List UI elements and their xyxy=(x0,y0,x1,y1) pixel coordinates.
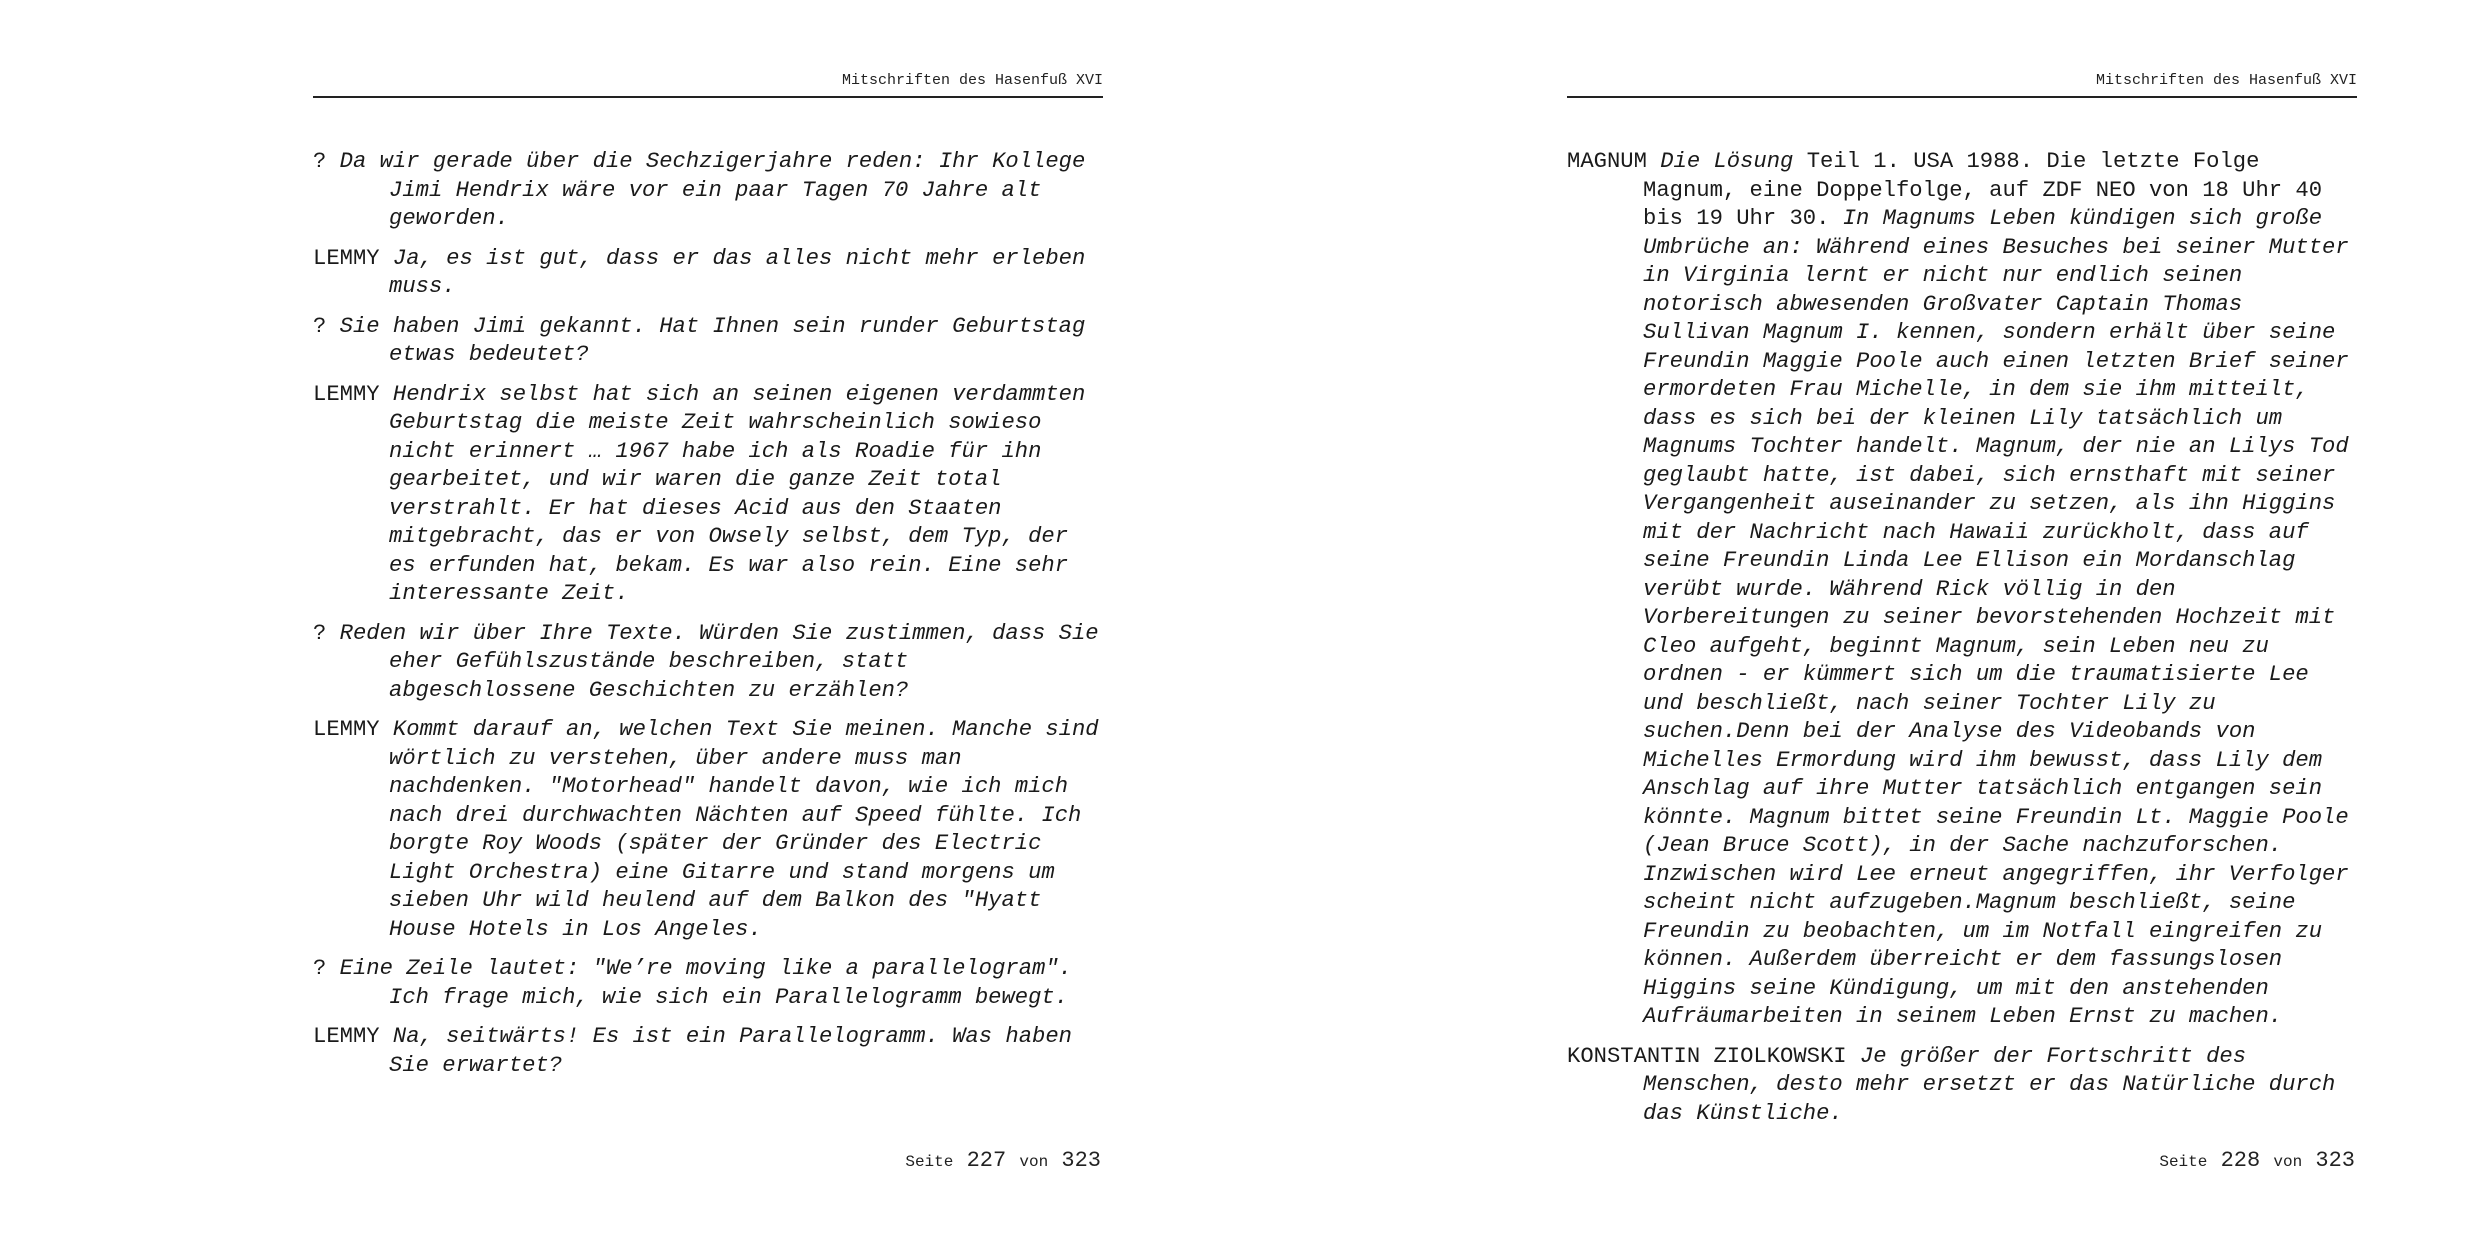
left-page-content xyxy=(313,148,1103,1091)
speaker-label: LEMMY xyxy=(313,245,380,271)
speaker-label: KONSTANTIN ZIOLKOWSKI xyxy=(1567,1043,1847,1069)
left-page xyxy=(313,0,1103,1240)
page-footer xyxy=(905,1148,1101,1173)
episode-synopsis: In Magnums Leben kündigen sich große Umbrüche an: Während eines Besuches bei seiner Mutter in Virginia lernt er nicht nur endlich seinen notorisch abwesenden Großvater Captain Thomas Sullivan Magnum I. kennen, sondern erhält über seine Freundin Maggie Poole auch einen letzten Brief seiner ermordeten Frau Michelle, in dem sie ihm mitteilt, dass es sich bei der kleinen Lily tatsächlich um Magnums Tochter handelt. Magnum, der nie an Lilys Tod geglaubt hatte, ist dabei, sich ernsthaft mit seiner Vergangenheit auseinander zu setzen, als ihn Higgins mit der Nachricht nach Hawaii zurückholt, dass auf seine Freundin Linda Lee Ellison ein Mordanschlag verübt wurde. Während Rick völlig in den Vorbereitungen zu seiner bevorstehenden Hochzeit mit Cleo aufgeht, beginnt Magnum, sein Leben neu zu ordnen - er kümmert sich um die traumatisierte Lee und beschließt, nach seiner Tochter Lily zu suchen.Denn bei der Analyse des Videobands von Michelles Ermordung wird ihm bewusst, dass Lily dem Anschlag auf ihre Mutter tatsächlich entgangen sein könnte. Magnum bittet seine Freundin Lt. Maggie Poole (Jean Bruce Scott), in der Sache nachzuforschen. Inzwischen wird Lee erneut angegriffen, ihr Verfolger scheint nicht aufzugeben.Magnum beschließt, seine Freundin zu beobachten, um im Notfall eingreifen zu können. Außerdem überreicht er dem fassungslosen Higgins seine Kündigung, um mit den anstehenden Aufräumarbeiten in seinem Leben Ernst zu machen. xyxy=(1643,206,2349,1029)
speaker-label: LEMMY xyxy=(313,381,380,407)
right-page xyxy=(1567,0,2357,1240)
page-total: 323 xyxy=(1061,1148,1101,1173)
dialogue-entry xyxy=(313,381,1103,609)
dialogue-text: Hendrix selbst hat sich an seinen eigenen verdammten Geburtstag die meiste Zeit wahrscheinlich sowieso nicht erinnert … 1967 habe ich als Roadie für ihn gearbeitet, und wir waren die ganze Zeit total verstrahlt. Er hat dieses Acid aus den Staaten mitgebracht, das er von Owsely selbst, dem Typ, der es erfunden hat, bekam. Es war also rein. Eine sehr interessante Zeit. xyxy=(389,381,1086,606)
speaker-label: ? xyxy=(313,620,327,646)
speaker-label: MAGNUM xyxy=(1567,149,1647,174)
dialogue-text: Na, seitwärts! Es ist ein Parallelogramm. Was haben Sie erwartet? xyxy=(389,1024,1072,1078)
dialogue-text: Sie haben Jimi gekannt. Hat Ihnen sein runder Geburtstag etwas bedeutet? xyxy=(339,313,1086,367)
speaker-label: LEMMY xyxy=(313,1024,380,1049)
dialogue-text: Eine Zeile lautet: "We’re moving like a parallelogram". Ich frage mich, wie sich ein Parallelogramm bewegt. xyxy=(339,956,1072,1010)
quote-entry xyxy=(1567,1043,2357,1129)
page-label: Seite xyxy=(905,1153,954,1171)
dialogue-entry xyxy=(313,620,1103,706)
dialogue-entry xyxy=(313,955,1103,1012)
page-total: 323 xyxy=(2315,1148,2355,1173)
speaker-label: ? xyxy=(313,313,327,339)
dialogue-entry xyxy=(313,1023,1103,1080)
dialogue-entry xyxy=(313,245,1103,302)
episode-info: Teil 1. USA 1988. Die letzte Folge Magnum, eine Doppelfolge, auf ZDF NEO von 18 Uhr 40 bis 19 Uhr 30. xyxy=(1643,149,2323,231)
dialogue-entry xyxy=(313,148,1103,234)
dialogue-text: Reden wir über Ihre Texte. Würden Sie zustimmen, dass Sie eher Gefühlszustände beschreiben, statt abgeschlossene Geschichten zu erzählen? xyxy=(339,620,1099,703)
dialogue-text: Kommt darauf an, welchen Text Sie meinen. Manche sind wörtlich zu verstehen, über andere muss man nachdenken. "Motorhead" handelt davon, wie ich mich nach drei durchwachten Nächten auf Speed fühlte. Ich borgte Roy Woods (später der Gründer des Electric Light Orchestra) eine Gitarre und stand morgens um sieben Uhr wild heulend auf dem Balkon des "Hyatt House Hotels in Los Angeles. xyxy=(389,717,1099,942)
page-number: 228 xyxy=(2220,1148,2261,1173)
page-number: 227 xyxy=(966,1148,1007,1173)
header-rule xyxy=(1567,96,2357,98)
running-header: Mitschriften des Hasenfuß XVI xyxy=(841,72,1103,89)
speaker-label: ? xyxy=(313,956,327,981)
header-rule xyxy=(313,96,1103,98)
page-label: Seite xyxy=(2159,1153,2208,1171)
page-footer xyxy=(2159,1148,2355,1173)
speaker-label: LEMMY xyxy=(313,717,380,742)
magnum-entry xyxy=(1567,148,2357,1032)
speaker-label: ? xyxy=(313,149,327,174)
dialogue-text: Ja, es ist gut, dass er das alles nicht mehr erleben muss. xyxy=(389,245,1086,299)
dialogue-entry xyxy=(313,313,1103,370)
running-header: Mitschriften des Hasenfuß XVI xyxy=(2095,72,2357,89)
episode-title: Die Lösung xyxy=(1660,149,1794,174)
page-of-label: von xyxy=(1019,1153,1049,1171)
dialogue-entry xyxy=(313,716,1103,944)
dialogue-text: Da wir gerade über die Sechzigerjahre reden: Ihr Kollege Jimi Hendrix wäre vor ein paar Tagen 70 Jahre alt geworden. xyxy=(339,149,1086,231)
right-page-content xyxy=(1567,148,2357,1139)
quote-text: Je größer der Fortschritt des Menschen, desto mehr ersetzt er das Natürliche durch das Künstliche. xyxy=(1643,1043,2336,1126)
page-of-label: von xyxy=(2273,1153,2303,1171)
